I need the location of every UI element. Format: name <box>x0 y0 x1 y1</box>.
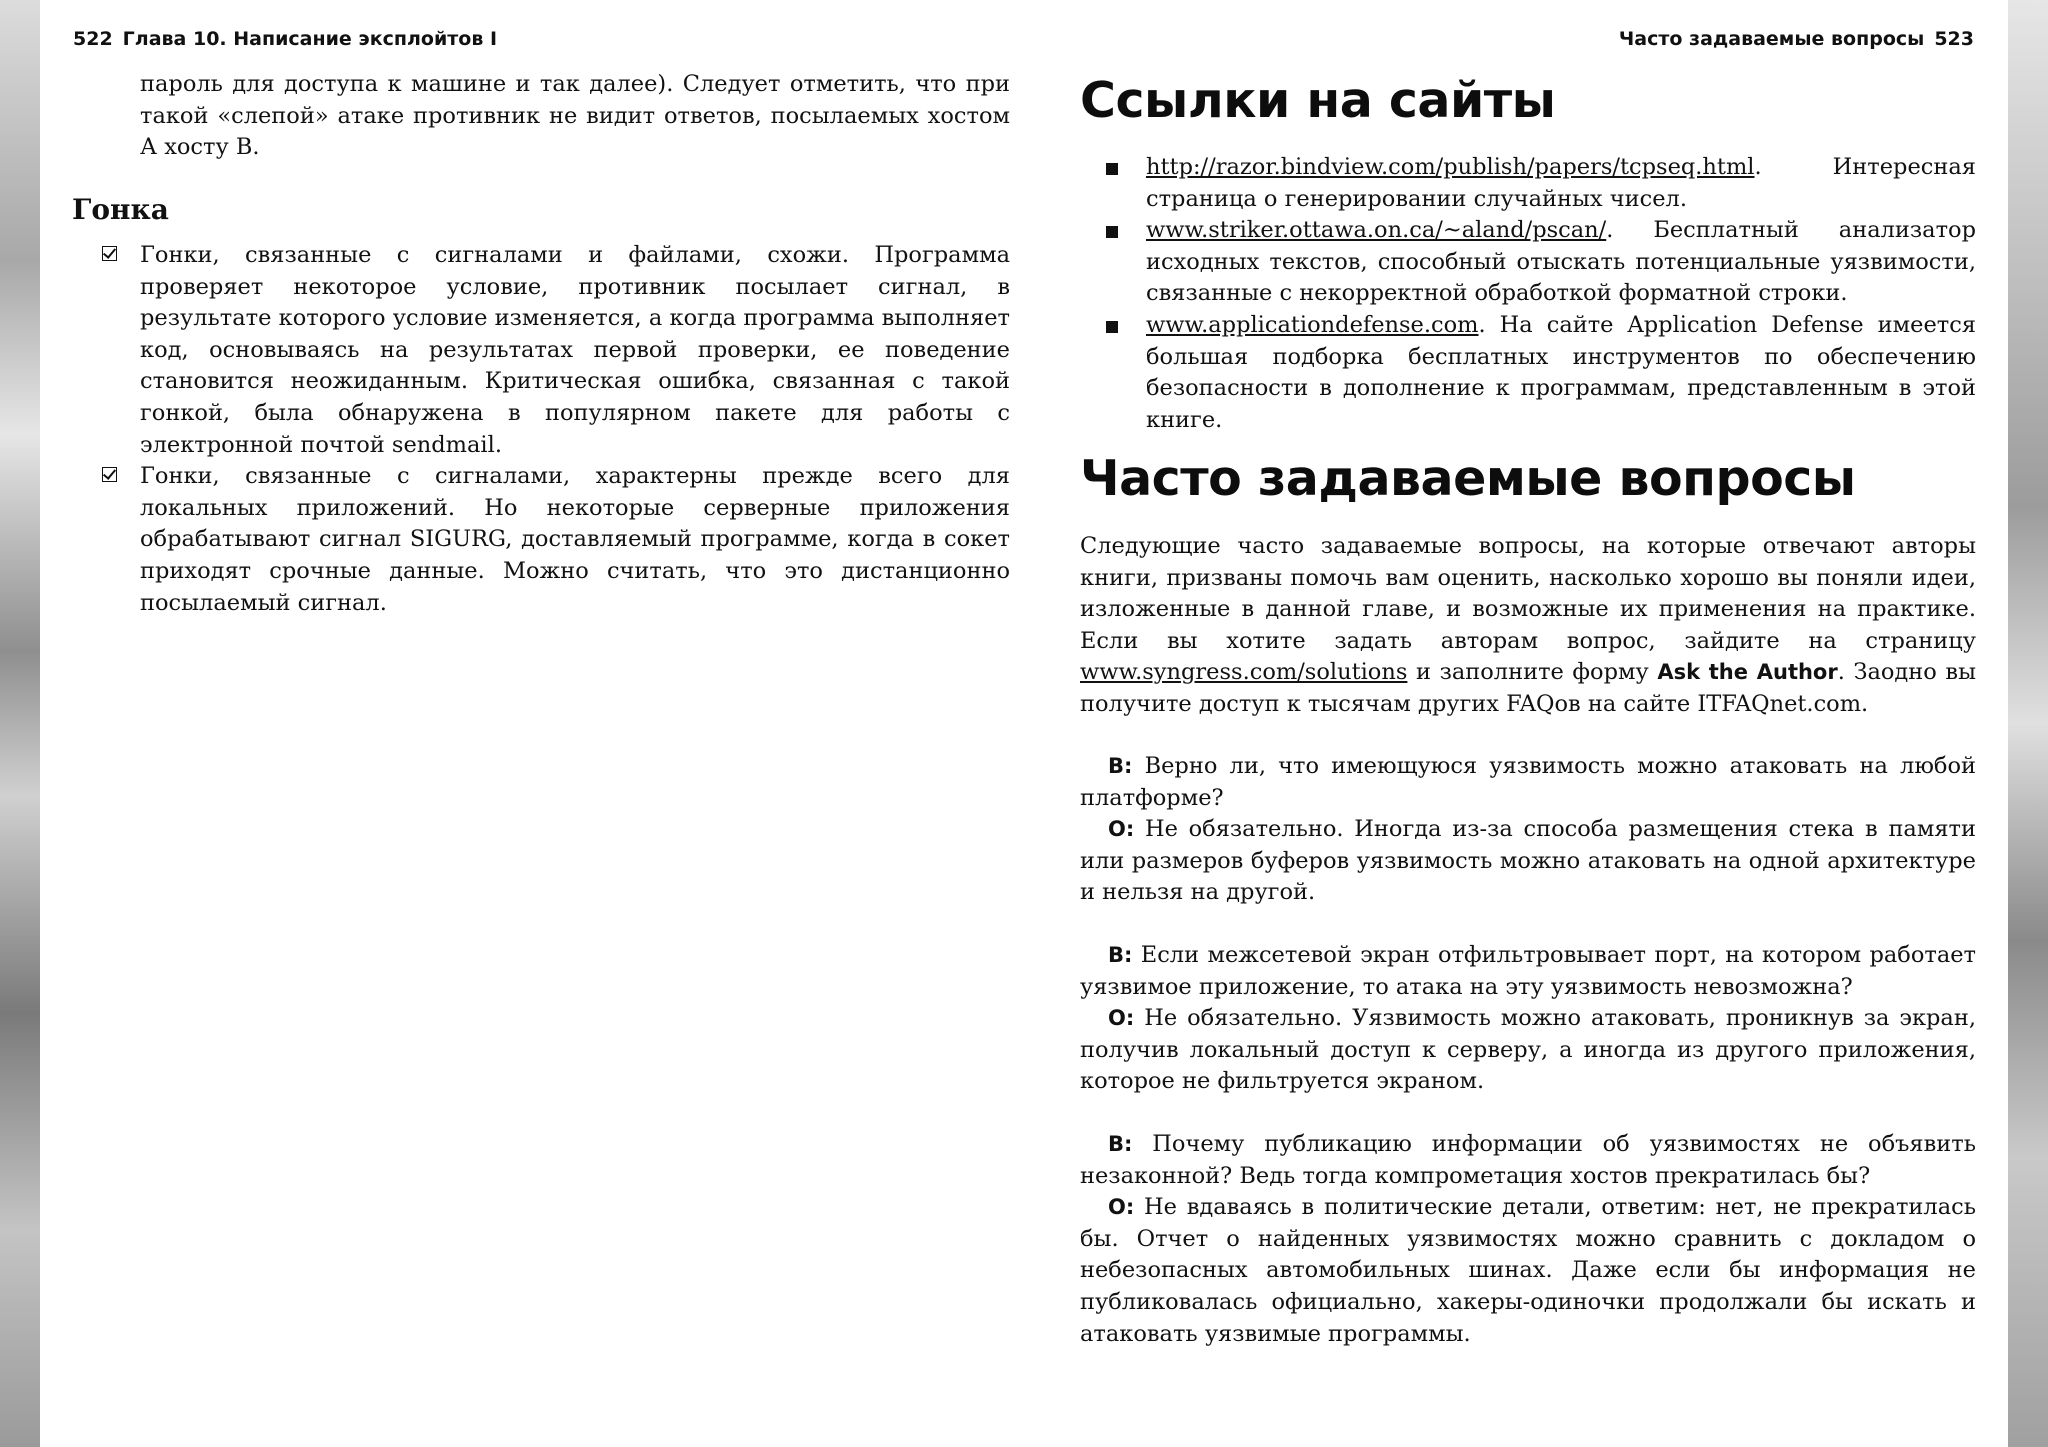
qa-block <box>1080 751 1976 909</box>
answer-text: Не обязательно. Уязвимость можно атаковать, проникнув за экран, получив локальный доступ к серверу, а иногда из другого приложения, которое не фильтруется экраном. <box>1080 1005 1976 1095</box>
checkbox-bullet-icon <box>102 246 117 261</box>
link[interactable]: www.applicationdefense.com <box>1146 311 1479 338</box>
question-text: Почему публикацию информации об уязвимостях не объявить незаконной? Ведь тогда компрометация хостов прекратилась бы? <box>1080 1131 1976 1189</box>
right-page-edge <box>2008 0 2048 1447</box>
section-title-race: Гонка <box>72 193 169 226</box>
link-description: . На сайте Application Defense имеется большая подборка бесплатных инструментов по обеспечению безопасности в дополнение к программам, представленным в этой книге. <box>1146 311 1976 433</box>
list-item <box>1106 215 1976 310</box>
link[interactable]: www.syngress.com/solutions <box>1080 659 1408 686</box>
link[interactable]: http://razor.bindview.com/publish/papers/tcpseq.html <box>1146 154 1755 180</box>
question-label: В: <box>1108 1132 1133 1156</box>
answer <box>1080 814 1976 909</box>
question <box>1080 1129 1976 1192</box>
square-bullet-icon <box>1106 226 1118 238</box>
left-page <box>40 0 1044 1447</box>
race-list <box>102 240 1010 619</box>
running-head-right <box>1619 28 1974 50</box>
left-page-edge <box>0 0 40 1447</box>
answer-label: О: <box>1108 1006 1135 1031</box>
answer-text: Не вдаваясь в политические детали, ответим: нет, не прекратилась бы. Отчет о найденных уязвимостях можно сравнить с докладом о небезопасных автомобильных шинах. Даже если бы информация не публиковалась официально, хакеры-одиночки продолжали бы искать и атаковать уязвимые программы. <box>1080 1194 1976 1347</box>
continuation-paragraph: пароль для доступа к машине и так далее). Следует отметить, что при такой «слепой» атаке противник не видит ответов, посылаемых хостом А хосту В. <box>140 71 1010 161</box>
qa-block <box>1080 1129 1976 1350</box>
answer <box>1080 1192 1976 1350</box>
intro-text: Следующие часто задаваемые вопросы, на которые отвечают авторы книги, призваны помочь вам оценить, насколько хорошо вы поняли идеи, изложенные в данной главе, и возможные их применения на практике. Если вы хотите задать авторам вопрос, зайдите на страницу <box>1080 533 1976 654</box>
question-label: В: <box>1108 754 1133 778</box>
page-number-right: 523 <box>1934 28 1974 50</box>
question-text: Если межсетевой экран отфильтровывает порт, на котором работает уязвимое приложение, то атака на эту уязвимость невозможна? <box>1080 942 1976 1000</box>
intro-text: . Заодно вы получите доступ к тысячам других FAQов на сайте ITFAQnet.com. <box>1080 659 1976 717</box>
question-text: Верно ли, что имеющуюся уязвимость можно атаковать на любой платформе? <box>1080 753 1976 811</box>
answer-label: О: <box>1108 817 1135 842</box>
page-number-left: 522 <box>73 28 113 50</box>
answer-text: Не обязательно. Иногда из-за способа размещения стека в памяти или размеров буферов уязвимость можно атаковать на одной архитектуре и нельзя на другой. <box>1080 816 1976 906</box>
square-bullet-icon <box>1106 163 1118 175</box>
intro-bold-text: Ask the Author <box>1657 660 1838 685</box>
link-description: . Бесплатный анализатор исходных текстов, способный отыскать потенциальные уязвимости, связанные с некорректной обработкой форматной строки. <box>1146 217 1976 307</box>
list-item-text: Гонки, связанные с сигналами, характерны прежде всего для локальных приложений. Но некоторые серверные приложения обрабатывают сигнал SIGURG, доставляемый программе, когда в сокет приходят срочные данные. Можно считать, что это дистанционно посылаемый сигнал. <box>140 463 1010 616</box>
link-description: . Интересная страница о генерировании случайных чисел. <box>1146 154 1976 212</box>
question <box>1080 751 1976 814</box>
square-bullet-icon <box>1106 321 1118 333</box>
answer-label: О: <box>1108 1195 1135 1220</box>
link[interactable]: www.striker.ottawa.on.ca/~aland/pscan/ <box>1146 217 1607 244</box>
list-item-text: Гонки, связанные с сигналами и файлами, схожи. Программа проверяет некоторое условие, противник посылает сигнал, в результате которого условие изменяется, а когда программа выполняет код, основываясь на результатах первой проверки, ее поведение становится неожиданным. Критическая ошибка, связанная с такой гонкой, была обнаружена в популярном пакете для работы с электронной почтой sendmail. <box>140 242 1010 458</box>
running-head-left <box>73 28 497 50</box>
right-page <box>1044 0 2008 1447</box>
question-label: В: <box>1108 943 1133 967</box>
qa-block <box>1080 940 1976 1098</box>
running-head-right-title: Часто задаваемые вопросы <box>1618 28 1925 50</box>
list-item <box>1106 152 1976 215</box>
list-item <box>102 240 1010 461</box>
links-list <box>1106 152 1976 436</box>
faq-section-title: Часто задаваемые вопросы <box>1080 450 1856 507</box>
list-item <box>102 461 1010 619</box>
running-head-left-title: Глава 10. Написание эксплойтов I <box>122 28 498 50</box>
links-section-title: Ссылки на сайты <box>1080 72 1556 129</box>
question <box>1080 940 1976 1003</box>
list-item <box>1106 310 1976 436</box>
faq-intro-paragraph <box>1080 531 1976 721</box>
intro-text: и заполните форму <box>1407 659 1658 686</box>
checkbox-bullet-icon <box>102 467 117 482</box>
answer <box>1080 1003 1976 1098</box>
